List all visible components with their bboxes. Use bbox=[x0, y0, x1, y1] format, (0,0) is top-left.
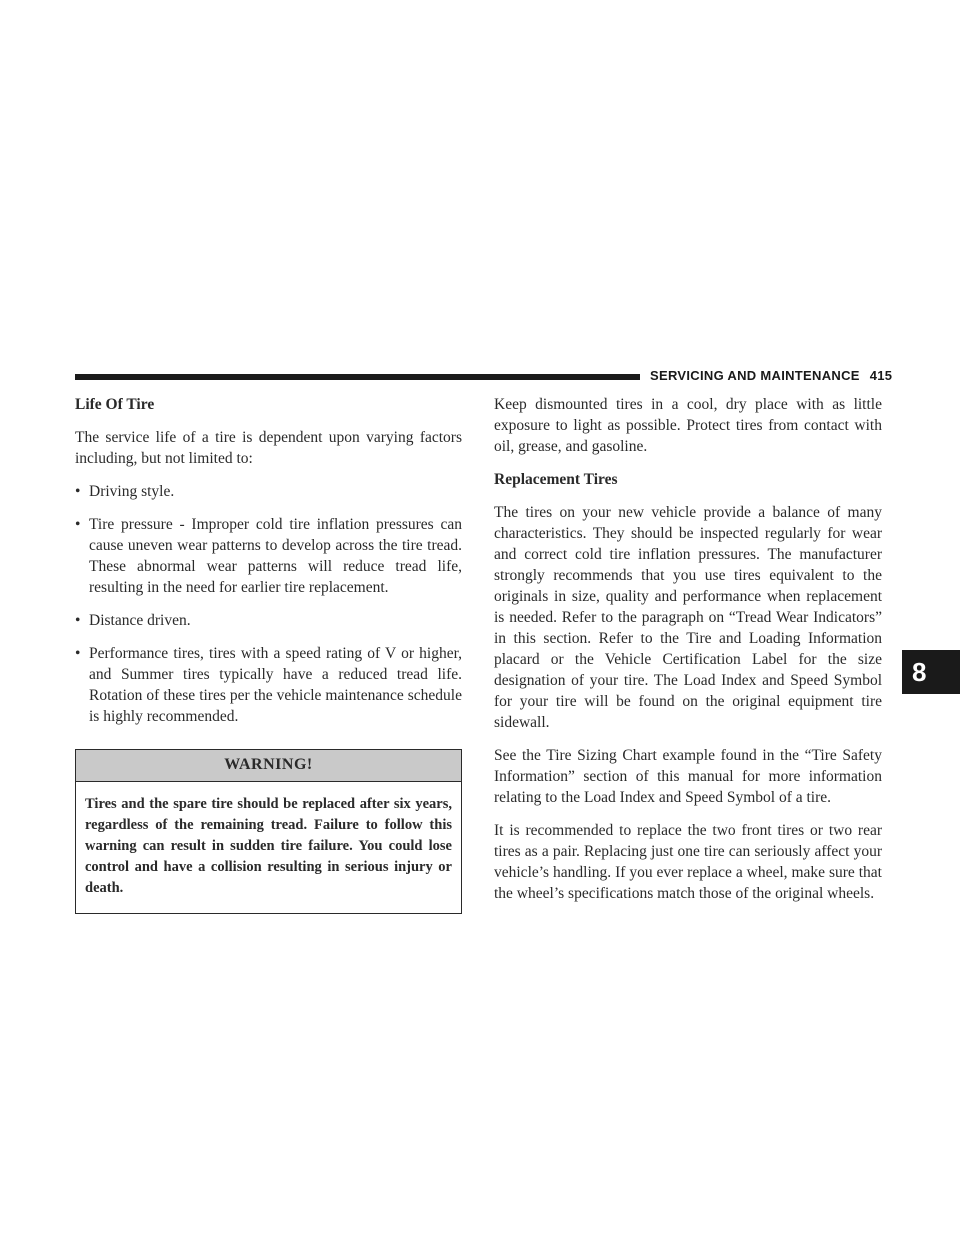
factor-list bbox=[75, 481, 462, 727]
life-of-tire-heading: Life Of Tire bbox=[75, 396, 155, 413]
right-column bbox=[494, 394, 882, 916]
bullet: • bbox=[75, 612, 81, 629]
bullet: • bbox=[75, 645, 81, 662]
list-item: • Driving style. bbox=[75, 483, 175, 500]
replacement-paragraph: The tires on your new vehicle provide a balance of many characteristics. They should be inspected regularly for wear and correct cold tire inflation pressures. The manufacturer strongly recommends that you use tires equivalent to the originals in size, quality and performance when replacement is needed. Refer to the paragraph on “Tread Wear Indicators” in this section. Refer to the Tire and Loading Information placard or the Vehicle Certification Label for the size designation of your tire. The Load Index and Speed Symbol for your tire will be found on the original equipment tire sidewall. bbox=[494, 504, 882, 731]
header-rule bbox=[75, 374, 640, 380]
bullet: • bbox=[75, 483, 81, 500]
left-column bbox=[75, 394, 462, 914]
sizing-chart-paragraph: See the Tire Sizing Chart example found in the “Tire Safety Information” section of this manual for more information relating to the Load Index and Speed Symbol of a tire. bbox=[494, 747, 882, 806]
list-item: • Tire pressure - Improper cold tire inflation pressures can cause uneven wear patterns to develop across the tire tread. These abnormal wear patterns will reduce tread life, resulting in the need for earlier tire replacement. bbox=[75, 516, 462, 596]
replacement-tires-heading: Replacement Tires bbox=[494, 471, 618, 488]
chapter-tab: 8 bbox=[902, 650, 960, 694]
warning-body: Tires and the spare tire should be replaced after six years, regardless of the remaining tread. Failure to follow this warning can result in sudden tire failure. You could lose control and have a collision resulting in serious injury or death. bbox=[85, 796, 452, 896]
bullet: • bbox=[75, 516, 81, 533]
warning-box bbox=[75, 749, 462, 914]
running-header bbox=[650, 368, 892, 383]
page-number: 415 bbox=[869, 368, 893, 383]
section-title: SERVICING AND MAINTENANCE bbox=[650, 368, 860, 383]
storage-paragraph: Keep dismounted tires in a cool, dry place with as little exposure to light as possible. Protect tires from contact with oil, grease, and gasoline. bbox=[494, 396, 882, 455]
list-item: • Performance tires, tires with a speed rating of V or higher, and Summer tires typically have a reduced tread life. Rotation of these tires per the vehicle maintenance schedule is highly recommended. bbox=[75, 645, 462, 725]
pair-replacement-paragraph: It is recommended to replace the two front tires or two rear tires as a pair. Replacing just one tire can seriously affect your vehicle’s handling. If you ever replace a wheel, make sure that the wheel’s specifications match those of the original wheels. bbox=[494, 822, 882, 902]
list-item: • Distance driven. bbox=[75, 612, 191, 629]
warning-title: WARNING! bbox=[76, 750, 461, 782]
intro-paragraph: The service life of a tire is dependent upon varying factors including, but not limited to: bbox=[75, 429, 462, 467]
